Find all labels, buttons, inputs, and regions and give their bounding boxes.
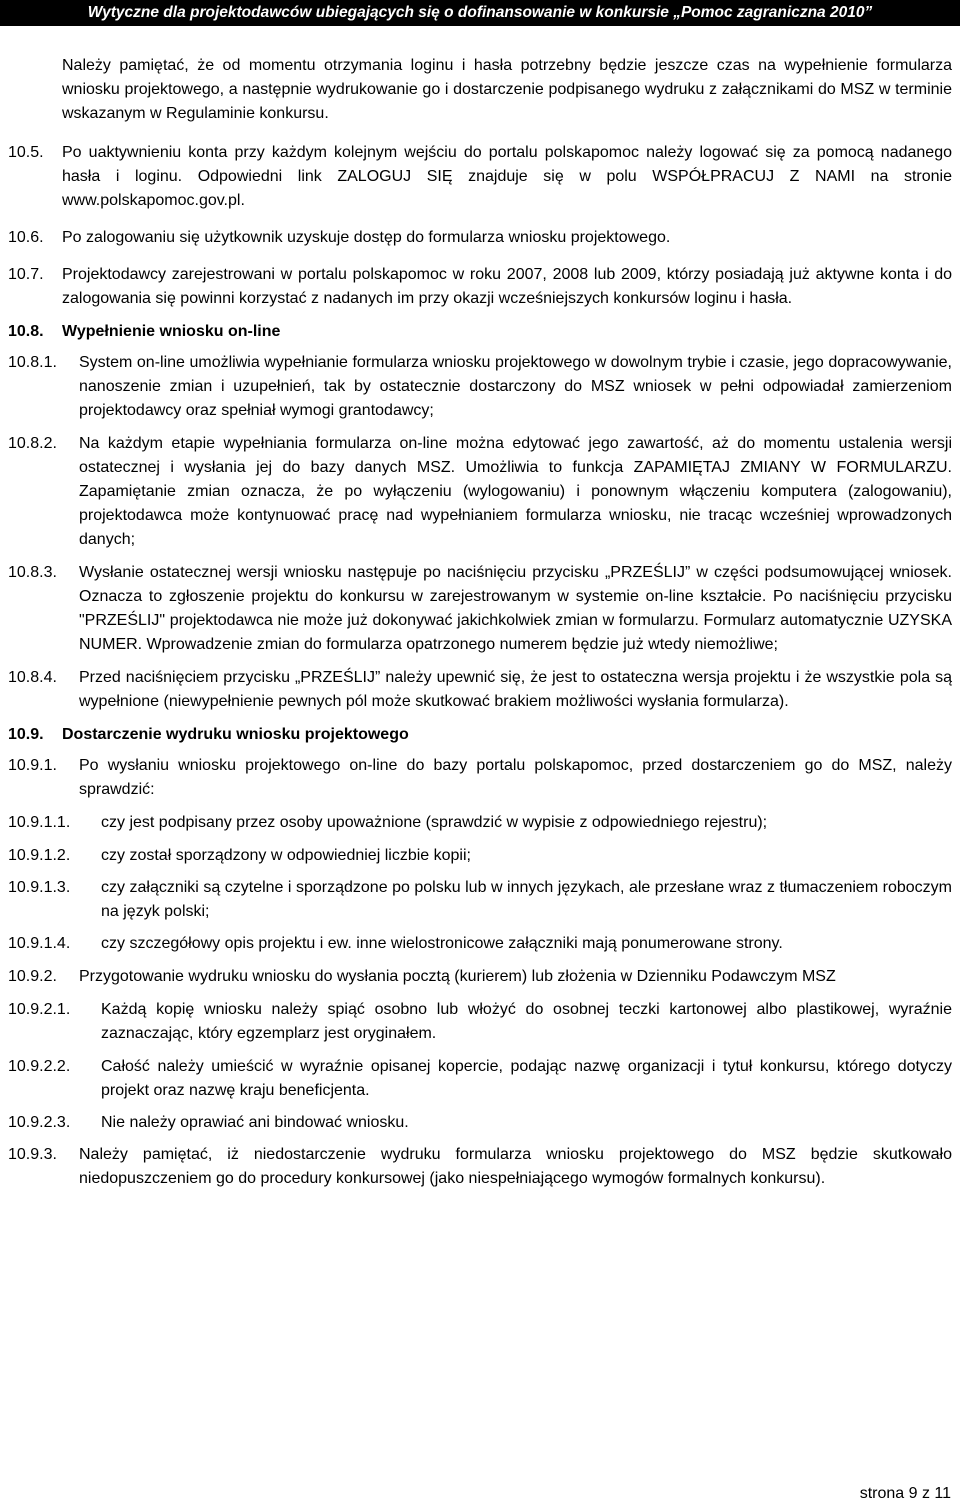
- paragraph-number: 10.5.: [8, 144, 44, 161]
- page-number-label: strona 9 z 11: [859, 1485, 951, 1502]
- header-title: Wytyczne dla projektodawców ubiegających się o dofinansowanie w konkursie „Pomoc zagraniczna 2010”: [87, 4, 873, 21]
- paragraph-text: czy załączniki są czytelne i sporządzone po polsku lub w innych językach, ale przesłane wraz z tłumaczeniem roboczym na język polski;: [101, 879, 952, 920]
- paragraph-10-9-1-4: [8, 932, 952, 956]
- paragraph-10-9-1-1: [8, 811, 952, 835]
- paragraph-number: 10.8.2.: [8, 435, 57, 452]
- paragraph-number: 10.9.1.4.: [8, 935, 71, 952]
- paragraph-number: 10.9.3.: [8, 1146, 57, 1163]
- paragraph-10-9-2-1: [8, 998, 952, 1046]
- paragraph-text: Projektodawcy zarejestrowani w portalu polskapomoc w roku 2007, 2008 lub 2009, którzy posiadają już aktywne konta i do zalogowania się powinni korzystać z nadanych im przy okazji wcześniejszych konkursów loginu i hasła.: [62, 266, 952, 307]
- paragraph-number: 10.9.1.: [8, 757, 57, 774]
- paragraph-text: Całość należy umieścić w wyraźnie opisanej kopercie, podając nazwę organizacji i tytuł konkursu, którego dotyczy projekt oraz nazwę kraju beneficjenta.: [101, 1058, 952, 1099]
- section-title: Dostarczenie wydruku wniosku projektowego: [62, 726, 409, 743]
- paragraph-text: System on-line umożliwia wypełnianie formularza wniosku projektowego w dowolnym trybie i czasie, jego dopracowywanie, nanoszenie zmian i uzupełnień, tak by ostatecznie dostarczony do MSZ wniosek w pełni odpowiadał zamierzeniom projektodawcy oraz spełniał wymogi grantodawcy;: [79, 354, 952, 419]
- paragraph-intro: [62, 54, 952, 126]
- section-title: Wypełnienie wniosku on-line: [62, 323, 281, 340]
- document-header: [0, 0, 960, 26]
- paragraph-text: czy jest podpisany przez osoby upoważnione (sprawdzić w wypisie z odpowiedniego rejestru);: [101, 814, 768, 831]
- paragraph-10-8-2: [8, 432, 952, 552]
- page-number: [860, 1484, 951, 1504]
- paragraph-number: 10.9.1.3.: [8, 879, 71, 896]
- paragraph-10-7: [8, 263, 952, 311]
- paragraph-text: czy szczegółowy opis projektu i ew. inne wielostronicowe załączniki mają ponumerowane strony.: [101, 935, 783, 952]
- paragraph-text: Po uaktywnieniu konta przy każdym kolejnym wejściu do portalu polskapomoc należy logować się za pomocą nadanego hasła i loginu. Odpowiedni link ZALOGUJ SIĘ znajduje się w polu WSPÓŁPRACUJ Z NAMI na stronie www.polskapomoc.gov.pl.: [62, 144, 952, 209]
- paragraph-10-9-1-3: [8, 876, 952, 924]
- paragraph-number: 10.9.2.3.: [8, 1114, 71, 1131]
- paragraph-10-8-3: [8, 561, 952, 657]
- paragraph-text: Przygotowanie wydruku wniosku do wysłania pocztą (kurierem) lub złożenia w Dzienniku Podawczym MSZ: [79, 968, 836, 985]
- paragraph-number: 10.9.2.: [8, 968, 57, 985]
- paragraph-text: Nie należy oprawiać ani bindować wniosku.: [101, 1114, 409, 1131]
- section-heading-10-8: [8, 320, 952, 344]
- paragraph-text: Po zalogowaniu się użytkownik uzyskuje dostęp do formularza wniosku projektowego.: [62, 229, 671, 246]
- document-body: [0, 26, 960, 1191]
- paragraph-10-9-2-3: [8, 1111, 952, 1135]
- paragraph-number: 10.8.1.: [8, 354, 57, 371]
- paragraph-number: 10.7.: [8, 266, 44, 283]
- paragraph-text: Należy pamiętać, że od momentu otrzymania loginu i hasła potrzebny będzie jeszcze czas na wypełnienie formularza wniosku projektowego, a następnie wydrukowanie go i dostarczenie podpisanego wydruku z załącznikami do MSZ w terminie wskazanym w Regulaminie konkursu.: [62, 57, 952, 122]
- paragraph-10-8-4: [8, 666, 952, 714]
- section-heading-10-9: [8, 723, 952, 747]
- paragraph-text: Na każdym etapie wypełniania formularza on-line można edytować jego zawartość, aż do momentu ustalenia wersji ostatecznej i wysłania jej do bazy danych MSZ. Umożliwia to funkcja ZAPAMIĘTAJ ZMIANY W FORMULARZU. Zapamiętanie zmian oznacza, że po wyłączeniu (wylogowaniu) i ponownym włączeniu komputera (zalogowaniu), projektodawca może kontynuować pracę nad wypełnianiem formularza wniosku, nie tracąc wcześniej wprowadzonych danych;: [79, 435, 952, 548]
- paragraph-10-6: [8, 226, 952, 250]
- paragraph-text: czy został sporządzony w odpowiedniej liczbie kopii;: [101, 847, 471, 864]
- paragraph-number: 10.9.2.1.: [8, 1001, 71, 1018]
- paragraph-10-9-1: [8, 754, 952, 802]
- paragraph-text: Po wysłaniu wniosku projektowego on-line do bazy portalu polskapomoc, przed dostarczeniem go do MSZ, należy sprawdzić:: [79, 757, 952, 798]
- paragraph-number: 10.9.2.2.: [8, 1058, 71, 1075]
- paragraph-number: 10.9.1.2.: [8, 847, 71, 864]
- paragraph-text: Należy pamiętać, iż niedostarczenie wydruku formularza wniosku projektowego do MSZ będzie skutkowało niedopuszczeniem go do procedury konkursowej (jako niespełniającego wymogów formalnych konkursu).: [79, 1146, 952, 1187]
- section-number: 10.8.: [8, 323, 44, 340]
- paragraph-10-9-2-2: [8, 1055, 952, 1103]
- paragraph-number: 10.9.1.1.: [8, 814, 71, 831]
- paragraph-10-5: [8, 141, 952, 213]
- paragraph-10-8-1: [8, 351, 952, 423]
- paragraph-number: 10.8.3.: [8, 564, 57, 581]
- paragraph-10-9-3: [8, 1143, 952, 1191]
- paragraph-text: Przed naciśnięciem przycisku „PRZEŚLIJ” należy upewnić się, że jest to ostateczna wersja projektu i że wszystkie pola są wypełnione (niewypełnienie pewnych pól może skutkować brakiem możliwości wysłania formularza).: [79, 669, 952, 710]
- paragraph-number: 10.8.4.: [8, 669, 57, 686]
- paragraph-10-9-2: [8, 965, 952, 989]
- paragraph-number: 10.6.: [8, 229, 44, 246]
- paragraph-text: Każdą kopię wniosku należy spiąć osobno lub włożyć do osobnej teczki kartonowej albo plastikowej, wyraźnie zaznaczając, który egzemplarz jest oryginałem.: [101, 1001, 952, 1042]
- paragraph-text: Wysłanie ostatecznej wersji wniosku następuje po naciśnięciu przycisku „PRZEŚLIJ” w części podsumowującej wniosek. Oznacza to zgłoszenie projektu do konkursu w zarejestrowanym w systemie on-line kształcie. Po naciśnięciu przycisku "PRZEŚLIJ" projektodawca nie może już dokonywać jakichkolwiek zmian w formularzu. Formularz automatycznie UZYSKA NUMER. Wprowadzenie zmian do formularza opatrzonego numerem będzie już wtedy niemożliwe;: [79, 564, 952, 653]
- section-number: 10.9.: [8, 726, 44, 743]
- paragraph-10-9-1-2: [8, 844, 952, 868]
